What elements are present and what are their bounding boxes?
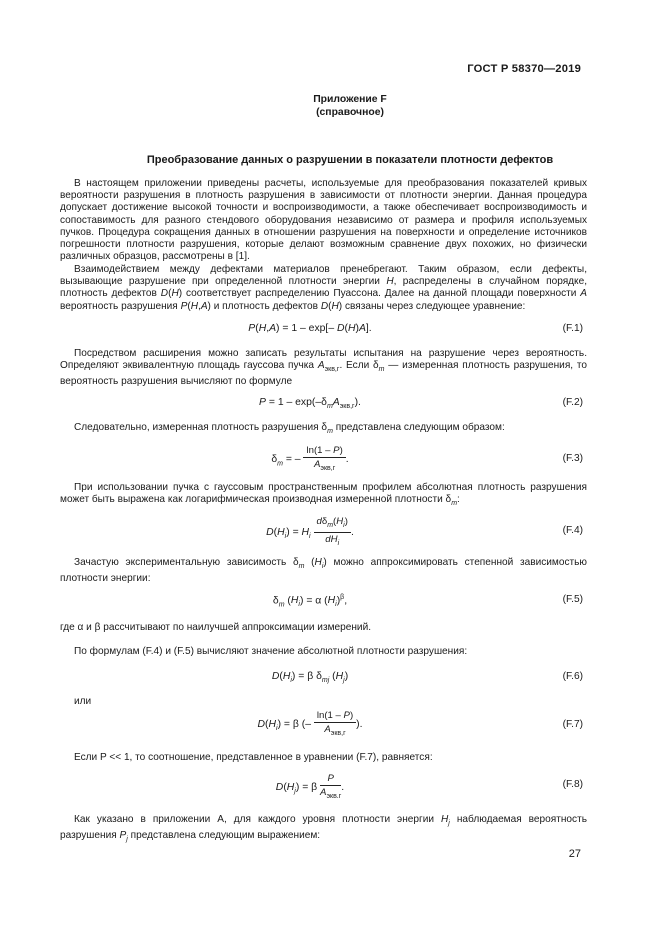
- p2-part-c: соответствует распределению Пуассона. Далее на данной площади поверхности: [185, 288, 577, 300]
- formula-f5: $\delta_m$ $(H_i) = \alpha$ $(H_i)^\beta$,: [272, 594, 348, 609]
- p6-part-a: Зачастую экспериментальную зависимость: [74, 557, 287, 568]
- p6-part-b: можно аппроксимировать степенной зависимостью плотности энергии:: [60, 557, 587, 585]
- formula-number-f7: (F.7): [562, 719, 583, 730]
- p3-part-c: — измеренная плотность разрушения, то вероятность разрушения вычисляют по формуле: [60, 360, 588, 388]
- standard-number: ГОСТ Р 58370—2019: [467, 63, 581, 75]
- fraction-f7: $\frac{\ln(1 - P)}{A_{экв,г}}$: [314, 710, 356, 739]
- paragraph-gaussian: При использовании пучка с гауссовым пространственным профилем абсолютная плотность разрушения может быть выражена как логарифмическая производная измеренной плотности $\delta_m$:: [60, 482, 587, 508]
- paragraph-small-p: [60, 752, 587, 764]
- p5-text: При использовании пучка с гауссовым пространственным профилем абсолютная плотность разрушения может быть выражена как логарифмическая производная измеренной плотности: [60, 482, 587, 506]
- p3-part-a: Посредством расширения можно записать результаты испытания на разрушение через вероятность. Определяют эквивалентную площадь гауссова пучка: [60, 348, 587, 372]
- paragraph-intro: [60, 178, 587, 263]
- p2-part-b: , распределены в случайном порядке, плотность дефектов: [60, 276, 587, 300]
- formula-number-f6: (F.6): [562, 671, 583, 682]
- paragraph-power-law: Зачастую экспериментальную зависимость $\delta_m$ $(H_i)$ можно аппроксимировать степенной зависимостью плотности энергии:: [60, 557, 587, 585]
- formula-f1: P(H,A) = 1 – exp[– D(H)A].: [248, 323, 372, 334]
- paragraph-expansion: Посредством расширения можно записать результаты испытания на разрушение через вероятность. Определяют эквивалентную площадь гауссова пучка $A_{экв,г}$. Если $\delta_m$ — измеренная плотность разрушения, то вероятность разрушения вычисляют по формуле: [60, 348, 588, 388]
- p3-part-b: . Если: [339, 360, 370, 372]
- appendix-type: (справочное): [316, 107, 384, 118]
- formula-number-f5: (F.5): [562, 594, 583, 605]
- fraction-f4: $\frac{d\delta_m(H_i)}{dH_i}$: [314, 516, 351, 549]
- p4-part-a: Следовательно, измеренная плотность разрушения: [74, 422, 319, 433]
- p8-text: По формулам (F.4) и (F.5) вычисляют значение абсолютной плотности разрушения:: [74, 646, 468, 657]
- p9-text: или: [74, 696, 92, 707]
- p4-part-b: представлена следующим образом:: [335, 422, 505, 433]
- p11-part-a: Как указано в приложении А, для каждого уровня плотности энергии: [74, 814, 434, 825]
- section-title: Преобразование данных о разрушении в показатели плотности дефектов: [146, 154, 554, 166]
- fraction-f3: $\frac{\ln(1 - P)}{A_{экв,г}}$: [303, 445, 345, 474]
- formula-f2: $P = 1 - \exp(-\delta_mA_{экв,г})$.: [259, 397, 361, 411]
- page-number: 27: [568, 848, 581, 860]
- p11-part-b: наблюдаемая вероятность разрушения: [60, 814, 587, 842]
- fraction-f8: $\frac{P}{A_{экв.г}}$: [320, 773, 342, 800]
- paragraph-appendix-a: Как указано в приложении А, для каждого уровня плотности энергии $H_j$ наблюдаемая вероятность разрушения $P_j$ представлена следующим выражением:: [60, 814, 587, 844]
- appendix-heading: [60, 93, 640, 119]
- paragraph-intro-text: В настоящем приложении приведены расчеты, используемые для преобразования показателей кривых вероятности разрушения в плотность разрушения в зависимости от плотности энергии. Данная процедура допускает достижение высокой точности и воспроизводимости, а также обеспечивает воспроизводимость и сопоставимость для разного стендового оборудования независимо от размера и профиля используемых пучков. Процедура сокращения данных в отношении разрушения на поверхности и определение источников погрешности плотности разрушения, которые делают возможным сравнение двух похожих, но физически различных образцов, рассмотрены в [1].: [60, 178, 587, 263]
- formula-f6: $D(H_i) = \beta$ $\delta_{mj}$ $(H_j)$: [271, 671, 349, 685]
- formula-number-f2: (F.2): [562, 397, 583, 408]
- paragraph-poisson: Взаимодействием между дефектами материалов пренебрегают. Таким образом, если дефекты, вызывающие разрушение при определенной плотности энергии H, распределены в случайном порядке, плотность дефектов D(H) соответствует распределению Пуассона. Далее на данной площади поверхности A вероятность разрушения P(H,A) и плотность дефектов D(H) связаны через следующее уравнение:: [60, 264, 587, 312]
- p2-part-d: вероятность разрушения: [60, 300, 178, 312]
- formula-f4: $D(H_i) = H_i$ $\frac{d\delta_m(H_i)}{dH_i}$ .: [266, 516, 354, 547]
- appendix-name: Приложение F: [313, 94, 387, 105]
- p2-part-a: Взаимодействием между дефектами материалов пренебрегают. Таким образом, если дефекты, вызывающие разрушение при определенной плотности энергии: [60, 264, 587, 288]
- p10-text: Если P << 1, то соотношение, представленное в уравнении (F.7), равняется:: [74, 752, 433, 763]
- paragraph-measured-density: Следовательно, измеренная плотность разрушения $\delta_m$ представлена следующим образом:: [74, 422, 505, 436]
- formula-f7: $D(H_i) = \beta$ (– $\frac{\ln(1 - P)}{A_{экв,г}}$ ).: [257, 710, 363, 737]
- formula-number-f8: (F.8): [562, 779, 583, 790]
- p11-part-c: представлена следующим выражением:: [130, 830, 321, 842]
- formula-number-f1: (F.1): [562, 323, 583, 334]
- formula-f3: $\delta_m$ = – $\frac{\ln(1 - P)}{A_{экв,г}}$ .: [271, 445, 349, 472]
- p2-part-e: и плотность дефектов: [213, 300, 319, 312]
- paragraph-absolute-density: [60, 646, 587, 658]
- formula-number-f3: (F.3): [562, 453, 583, 464]
- p2-part-f: связаны через следующее уравнение:: [344, 300, 526, 312]
- formula-number-f4: (F.4): [562, 525, 583, 536]
- paragraph-or: [60, 696, 587, 708]
- paragraph-alpha-beta: где α и β рассчитывают по наилучшей аппроксимации измерений.: [60, 622, 372, 633]
- formula-f8: $D(H_j) = \beta$ $\frac{P}{A_{экв.г}}$ .: [275, 773, 345, 800]
